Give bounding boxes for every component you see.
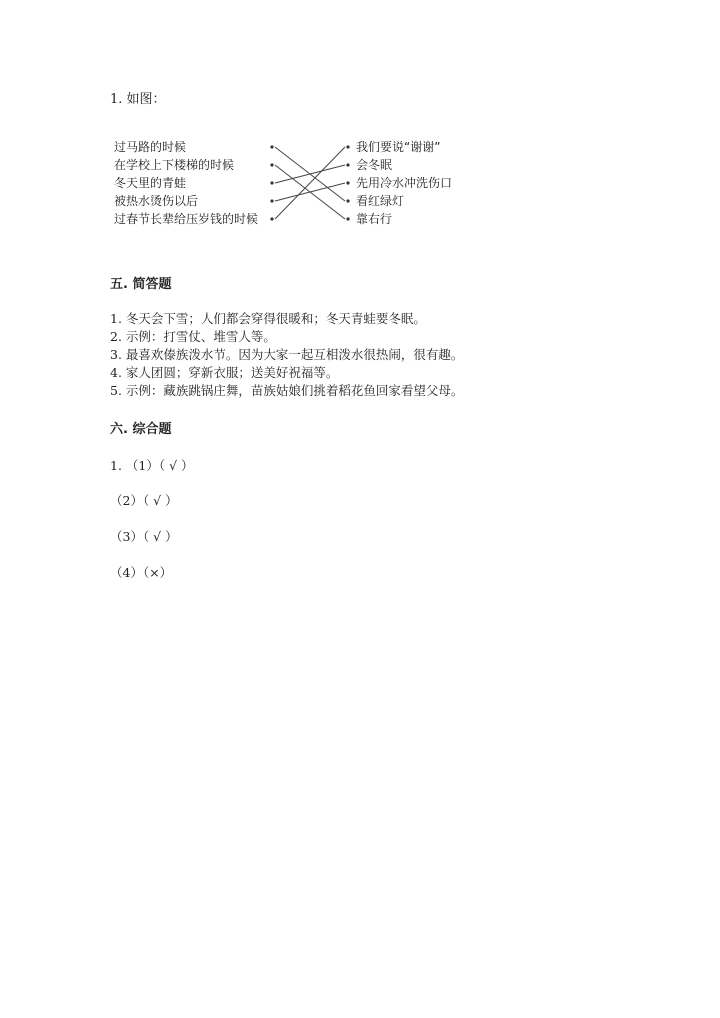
section-5-answer: 4. 家人团圆；穿新衣服；送美好祝福等。 <box>110 365 339 380</box>
right-item: 看红绿灯 <box>356 194 405 208</box>
matching-right-column <box>356 138 452 228</box>
section-5-title: 五. 简答题 <box>110 277 172 292</box>
question-1-label: 1. 如图： <box>110 92 166 107</box>
right-item: 会冬眠 <box>356 158 393 172</box>
matching-left-column <box>114 138 258 228</box>
match-line <box>275 183 345 201</box>
section-6-answer: （2）（ √ ） <box>110 493 178 508</box>
left-item: 过春节长辈给压岁钱的时候 <box>114 212 259 226</box>
left-item: 冬天里的青蛙 <box>114 176 187 190</box>
left-dot <box>270 181 273 184</box>
right-dot <box>346 163 349 166</box>
right-item: 我们要说“谢谢” <box>356 140 441 154</box>
left-dot <box>270 145 273 148</box>
section-6-title: 六. 综合题 <box>110 422 172 437</box>
right-dot <box>346 181 349 184</box>
left-item: 被热水烫伤以后 <box>114 194 199 208</box>
section-5-answer: 5. 示例：藏族跳锅庄舞，苗族姑娘们挑着稻花鱼回家看望父母。 <box>110 383 464 398</box>
section-6-answer: （4）（×） <box>110 565 173 580</box>
left-item: 过马路的时候 <box>114 140 187 154</box>
section-6-answer: （3）（ √ ） <box>110 529 178 544</box>
section-5-answer: 1. 冬天会下雪；人们都会穿得很暖和；冬天青蛙要冬眠。 <box>110 311 426 326</box>
right-dot <box>346 199 349 202</box>
left-item: 在学校上下楼梯的时候 <box>114 158 235 172</box>
section-5-answer: 2. 示例：打雪仗、堆雪人等。 <box>110 329 276 344</box>
right-item: 靠右行 <box>356 212 393 226</box>
left-dot <box>270 199 273 202</box>
match-line <box>275 165 345 183</box>
left-dot <box>270 217 273 220</box>
left-dot <box>270 163 273 166</box>
matching-figure <box>112 138 472 234</box>
right-dot <box>346 217 349 220</box>
section-6-answer: 1. （1）（ √ ） <box>110 458 194 473</box>
right-item: 先用冷水冲洗伤口 <box>356 176 453 190</box>
match-line <box>275 147 345 219</box>
right-dot <box>346 145 349 148</box>
section-5-answer: 3. 最喜欢傣族泼水节。因为大家一起互相泼水很热闹，很有趣。 <box>110 347 464 362</box>
